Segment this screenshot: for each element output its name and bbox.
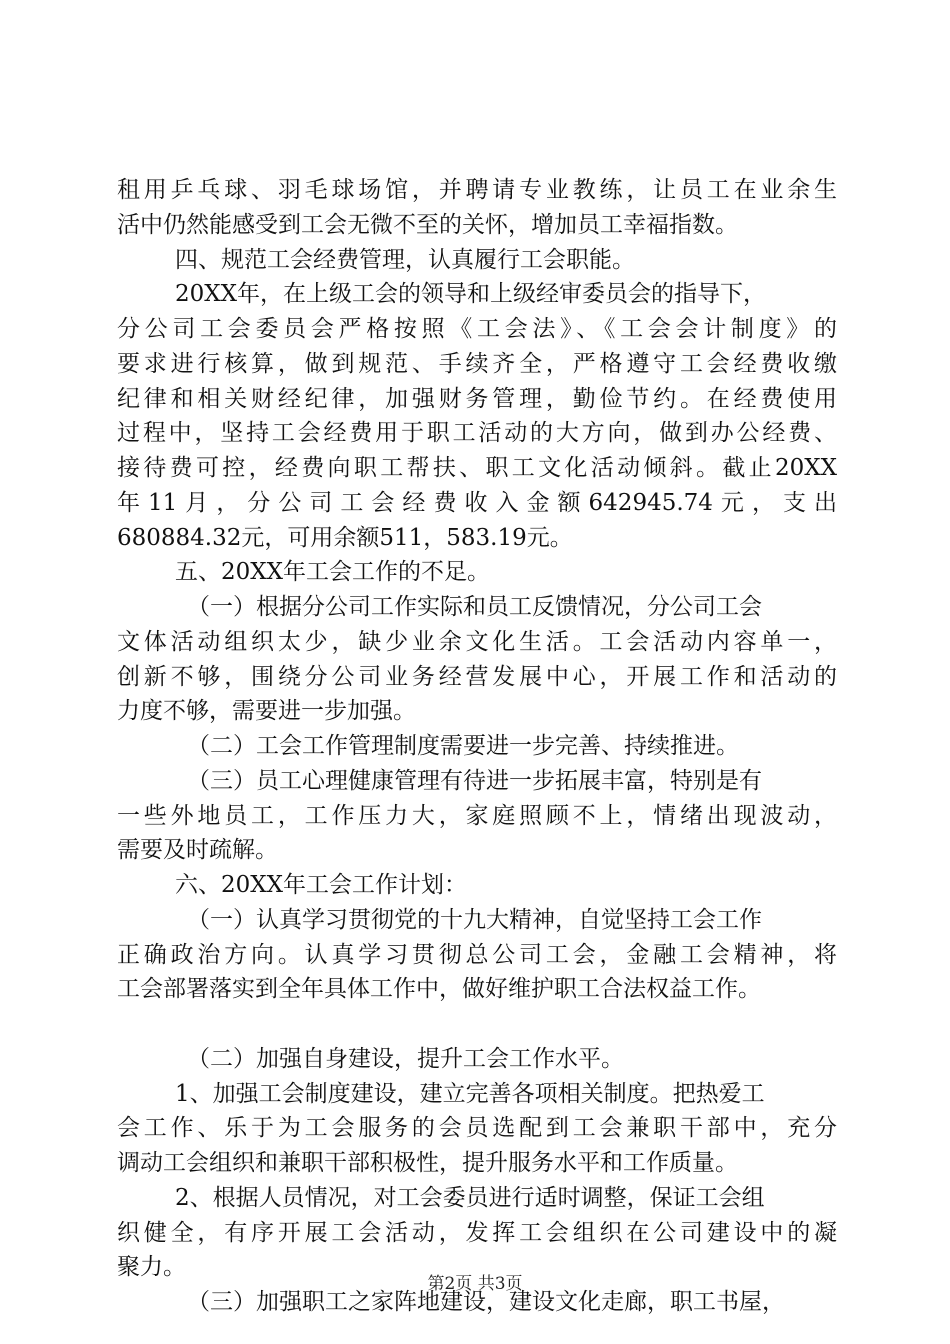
text-line: 纪律和相关财经纪律，加强财务管理，勤俭节约。在经费使用 [117,385,837,412]
blank-line [117,1007,837,1042]
text-line: （三）员工心理健康管理有待进一步拓展丰富，特别是有 [187,767,762,794]
text-line: 过程中，坚持工会经费用于职工活动的大方向，做到办公经费、 [117,420,837,447]
text-line: （三）加强职工之家阵地建设，建设文化走廊，职工书屋， [187,1289,785,1315]
section-heading: 四、规范工会经费管理，认真履行工会职能。 [175,246,635,273]
text-line: 年11月，分公司工会经费收入金额642945.74元，支出 [117,489,837,516]
text-line: 创新不够，围绕分公司业务经营发展中心，开展工作和活动的 [117,663,837,690]
section-heading: 六、20XX年工会工作计划： [175,872,468,898]
text-line: 接待费可控，经费向职工帮扶、职工文化活动倾斜。截止20XX [117,455,837,481]
text-line: 工会部署落实到全年具体工作中，做好维护职工合法权益工作。 [117,976,761,1003]
text-line: 1、加强工会制度建设，建立完善各项相关制度。把热爱工 [175,1080,765,1107]
text-line: 分公司工会委员会严格按照《工会法》、《工会会计制度》的 [117,316,837,342]
text-line: 文体活动组织太少，缺少业余文化生活。工会活动内容单一， [117,628,837,655]
text-line: 一些外地员工，工作压力大，家庭照顾不上，情绪出现波动， [117,802,837,829]
text-line: 2、根据人员情况，对工会委员进行适时调整，保证工会组 [175,1184,765,1211]
text-line: 需要及时疏解。 [117,837,278,864]
text-line: 会工作、乐于为工会服务的会员选配到工会兼职干部中，充分 [117,1115,837,1142]
text-line: 织健全，有序开展工会活动，发挥工会组织在公司建设中的凝 [117,1219,837,1246]
text-line: （二）工会工作管理制度需要进一步完善、持续推进。 [187,733,739,759]
text-line: 要求进行核算，做到规范、手续齐全，严格遵守工会经费收缴 [117,350,837,377]
text-line: 680884.32元，可用余额511，583.19元。 [117,524,573,551]
document-body [117,173,837,1320]
text-line: 调动工会组织和兼职干部积极性，提升服务水平和工作质量。 [117,1150,738,1176]
text-line: （一）根据分公司工作实际和员工反馈情况，分公司工会 [187,594,762,620]
page-number-footer: 第2页 共3页 [427,1274,523,1294]
text-line: 聚力。 [117,1254,186,1281]
text-line: 正确政治方向。认真学习贯彻总公司工会，金融工会精神，将 [117,941,837,968]
text-line: 活中仍然能感受到工会无微不至的关怀，增加员工幸福指数。 [117,211,738,238]
text-line: 租用乒乓球、羽毛球场馆，并聘请专业教练，让员工在业余生 [117,177,837,203]
text-line: （一）认真学习贯彻党的十九大精神，自觉坚持工会工作 [187,906,762,933]
section-heading: 五、20XX年工会工作的不足。 [175,559,491,586]
text-line: 力度不够，需要进一步加强。 [117,698,416,725]
text-line: （二）加强自身建设，提升工会工作水平。 [187,1045,624,1072]
text-line: 20XX年，在上级工会的领导和上级经审委员会的指导下， [175,281,767,308]
